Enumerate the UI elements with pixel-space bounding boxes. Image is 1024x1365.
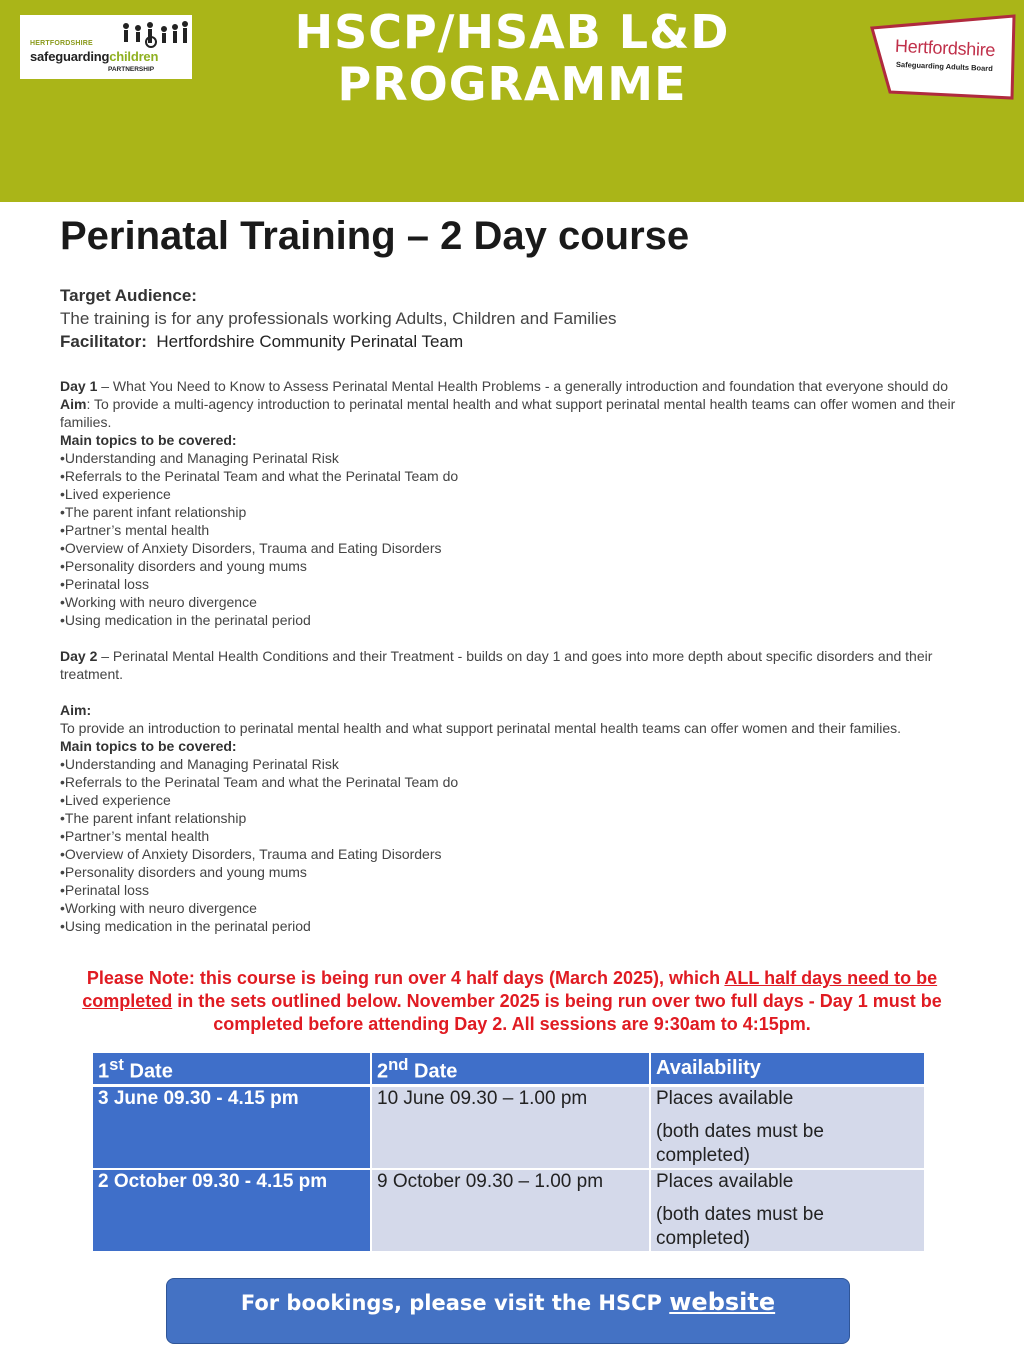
table-header-row [93,1053,924,1085]
list-item: •The parent infant relationship [60,810,247,826]
list-item: •Using medication in the perinatal period [60,918,311,934]
second-date-cell: 9 October 09.30 – 1.00 pm [371,1169,650,1251]
hscp-logo-word-b: children [109,49,159,64]
facilitator-text: Hertfordshire Community Perinatal Team [156,332,464,351]
header-second-date-text: Date [408,1060,458,1083]
list-item: •Partner’s mental health [60,828,210,844]
website-link[interactable]: website [669,1288,776,1316]
important-note [62,967,962,1036]
day1-aim-text: : To provide a multi-agency introduction to perinatal mental health and what support perinatal mental health teams can offer women and their families. [60,396,956,430]
course-title: Perinatal Training – 2 Day course [60,214,690,258]
hscp-logo-word-a: safeguarding [30,49,110,64]
hscp-logo-line1: HERTFORDSHIRE [30,40,93,47]
list-item: •Partner’s mental health [60,522,210,538]
list-item: •Understanding and Managing Perinatal Risk [60,450,339,466]
note-part2: in the sets outlined below. November 2025 is being run over two full days - Day 1 must be completed before attending Day 2. All sessions are 9:30am to 4:15pm. [172,991,942,1034]
booking-banner [166,1278,850,1344]
hsab-logo [868,14,1018,100]
day1-topic-list [60,449,960,629]
day2-aim-text: To provide an introduction to perinatal mental health and what support perinatal mental health teams can offer women and their families. [60,720,902,736]
list-item: •Perinatal loss [60,576,149,592]
header-second-date-num: 2 [377,1060,389,1083]
header-band [0,0,1024,202]
availability-note: (both dates must be completed) [656,1120,824,1166]
table-row [93,1169,924,1251]
list-item: •Lived experience [60,792,171,808]
header-availability: Availability [650,1053,924,1085]
course-details [60,377,960,935]
header-first-date-sup: st [109,1055,124,1074]
availability-status: Places available [656,1087,794,1109]
availability-cell [650,1169,924,1251]
list-item: •Working with neuro divergence [60,594,257,610]
target-audience-label: Target Audience: [60,286,197,305]
header-first-date-num: 1 [98,1060,110,1083]
availability-note: (both dates must be completed) [656,1203,824,1249]
list-item: •Perinatal loss [60,882,149,898]
first-date-cell: 2 October 09.30 - 4.15 pm [93,1169,371,1251]
header-second-date [371,1053,650,1085]
day2-topics-label: Main topics to be covered: [60,738,237,754]
table-row [93,1085,924,1169]
hscp-logo-line2 [30,49,158,64]
note-underlined: ALL half days need to be completed [82,968,938,1011]
header-second-date-sup: nd [388,1055,409,1074]
day1-label: Day 1 [60,378,98,394]
list-item: •Overview of Anxiety Disorders, Trauma and Eating Disorders [60,540,442,556]
booking-text: For bookings, please visit the HSCP [240,1291,670,1315]
list-item: •Using medication in the perinatal period [60,612,311,628]
day1-aim-label: Aim [60,396,87,412]
list-item: •Referrals to the Perinatal Team and what the Perinatal Team do [60,468,459,484]
list-item: •Personality disorders and young mums [60,864,307,880]
day2-description [60,647,960,683]
availability-status: Places available [656,1170,794,1192]
facilitator-line [60,330,960,353]
day2-aim-label: Aim: [60,702,92,718]
hscp-logo [20,15,192,79]
second-date-cell: 10 June 09.30 – 1.00 pm [371,1085,650,1169]
header-first-date-text: Date [123,1060,173,1083]
list-item: •Understanding and Managing Perinatal Risk [60,756,339,772]
programme-title-line1: HSCP/HSAB L&D [294,5,730,59]
list-item: •Personality disorders and young mums [60,558,307,574]
note-part1: Please Note: this course is being run over 4 half days (March 2025), which [86,968,725,988]
list-item: •Referrals to the Perinatal Team and what the Perinatal Team do [60,774,459,790]
list-item: •Working with neuro divergence [60,900,257,916]
session-dates-table [93,1053,924,1251]
day2-desc-text: – Perinatal Mental Health Conditions and their Treatment - builds on day 1 and goes into more depth about specific disorders and their treatment. [60,648,933,682]
day1-desc-text: – What You Need to Know to Assess Perinatal Mental Health Problems - a generally introduction and foundation that everyone should do [97,378,948,394]
list-item: •Lived experience [60,486,171,502]
day1-description [60,377,960,395]
facilitator-label: Facilitator: [60,332,147,351]
people-figures-icon [120,21,190,49]
target-audience-text: The training is for any professionals working Adults, Children and Families [60,309,617,328]
header-first-date [93,1053,371,1085]
day1-topics-label: Main topics to be covered: [60,432,237,448]
list-item: •The parent infant relationship [60,504,247,520]
day2-topic-list [60,755,960,935]
course-intro [60,284,960,353]
hsab-logo-line2: Safeguarding Adults Board [895,59,993,74]
day1-aim [60,395,960,431]
programme-title [262,6,762,110]
hsab-logo-line1: Hertfordshire [894,35,996,61]
first-date-cell: 3 June 09.30 - 4.15 pm [93,1085,371,1169]
hscp-logo-line3: PARTNERSHIP [108,66,155,73]
programme-title-line2: PROGRAMME [337,57,687,111]
day2-label: Day 2 [60,648,98,664]
availability-cell [650,1085,924,1169]
list-item: •Overview of Anxiety Disorders, Trauma and Eating Disorders [60,846,442,862]
